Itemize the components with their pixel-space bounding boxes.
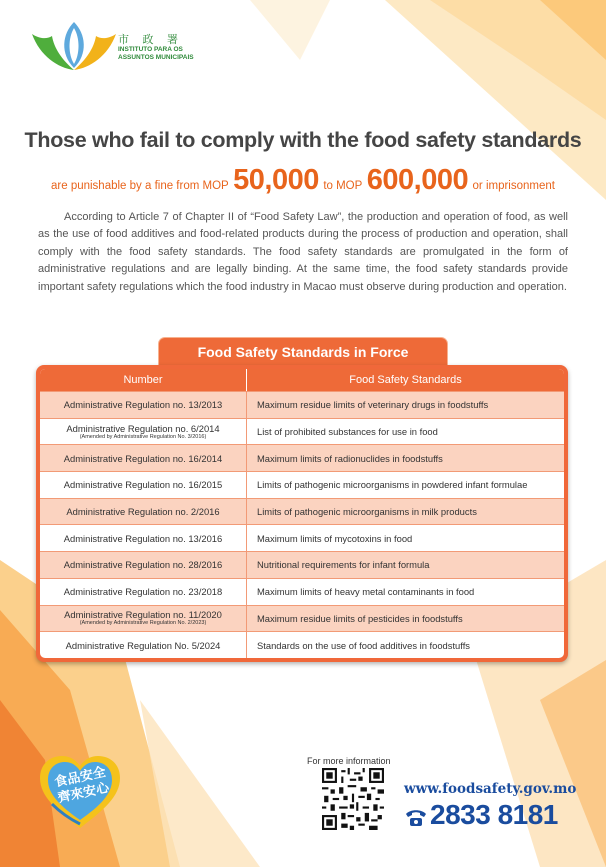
regulation-number: Administrative Regulation No. 5/2024: [65, 639, 221, 651]
regulation-number: Administrative Regulation no. 28/2016: [63, 559, 223, 571]
logo-line2: ASSUNTOS MUNICIPAIS: [118, 54, 194, 61]
fine-middle: to MOP: [323, 180, 363, 192]
fine-min: 50,000: [233, 164, 319, 196]
standards-table: [36, 365, 568, 662]
more-info-label: For more information: [307, 756, 391, 766]
standard-name: Limits of pathogenic microorganisms in powdered infant formulae: [257, 479, 528, 491]
amendment-note: (Amended by Administrative Regulation No. 3/2016): [79, 433, 207, 440]
heart-text: 食品安全 齊來安心: [53, 764, 111, 807]
qr-code[interactable]: [322, 768, 384, 830]
table-row: [40, 444, 564, 471]
standard-name: Maximum residue limits of veterinary drugs in foodstuffs: [257, 399, 489, 411]
table-row: [40, 631, 564, 658]
phone-icon: [404, 805, 428, 829]
regulation-number: Administrative Regulation no. 13/2013: [63, 399, 223, 411]
regulation-number-cell: [40, 499, 247, 525]
fine-line: [0, 164, 606, 197]
regulation-number-cell: [40, 419, 247, 445]
regulation-number: Administrative Regulation no. 11/2020: [64, 609, 222, 621]
standard-name: Standards on the use of food additives in foodstuffs: [257, 639, 470, 651]
regulation-number-cell: [40, 525, 247, 551]
table-row: [40, 605, 564, 632]
table-row: [40, 524, 564, 551]
standard-name: Maximum limits of mycotoxins in food: [257, 532, 413, 544]
regulation-number: Administrative Regulation no. 13/2016: [63, 532, 223, 544]
standard-name: Maximum residue limits of pesticides in foodstuffs: [257, 612, 463, 624]
website-link[interactable]: www.foodsafety.gov.mo: [404, 781, 577, 797]
standard-name: Maximum limits of heavy metal contaminants in food: [257, 586, 475, 598]
fine-suffix: or imprisonment: [472, 180, 555, 192]
regulation-number-cell: [40, 392, 247, 418]
regulation-number-cell: [40, 472, 247, 498]
table-row: [40, 551, 564, 578]
table-row: [40, 418, 564, 445]
regulation-number-cell: [40, 606, 247, 632]
table-row: [40, 471, 564, 498]
table-row: [40, 498, 564, 525]
regulation-number: Administrative Regulation no. 23/2018: [63, 586, 223, 598]
logo-chinese: 市 政 署: [118, 33, 183, 46]
regulation-number-cell: [40, 445, 247, 471]
header-standard: Food Safety Standards: [349, 374, 462, 386]
regulation-number-cell: [40, 552, 247, 578]
standard-name: Maximum limits of radionuclides in foodstuffs: [257, 452, 443, 464]
standard-name: List of prohibited substances for use in food: [257, 426, 438, 438]
law-paragraph: According to Article 7 of Chapter II of “Food Safety Law”, the production and operation of food, as well as the use of food additives and food-related products during the process of production and operation, shall comply with the food safety standards. The food safety standards are promulgated in the form of administrative regulations and are legally binding. At the same time, the food safety standards provide important safety regulations which the food industry in Macao must observe during production and operation.: [38, 211, 568, 293]
logo-text: [118, 34, 194, 62]
regulation-number: Administrative Regulation no. 16/2015: [63, 479, 223, 491]
fine-prefix: are punishable by a fine from MOP: [51, 180, 229, 192]
table-row: [40, 391, 564, 418]
table-header: [40, 369, 564, 391]
regulation-number-cell: [40, 579, 247, 605]
standard-name: Limits of pathogenic microorganisms in milk products: [257, 506, 477, 518]
regulation-number: Administrative Regulation no. 16/2014: [63, 452, 223, 464]
regulation-number: Administrative Regulation no. 2/2016: [66, 506, 220, 518]
table-body: [40, 391, 564, 658]
table-title: Food Safety Standards in Force: [159, 338, 447, 366]
table-row: [40, 578, 564, 605]
regulation-number-cell: [40, 632, 247, 658]
page-title: Those who fail to comply with the food safety standards: [24, 128, 582, 152]
phone-number[interactable]: 2833 8181: [430, 799, 558, 830]
logo-line1: INSTITUTO PARA OS: [118, 46, 183, 53]
header-number: Number: [40, 369, 247, 391]
amendment-note: (Amended by Administrative Regulation No. 2/2023): [79, 620, 207, 627]
standard-name: Nutritional requirements for infant formula: [257, 559, 430, 571]
regulation-number: Administrative Regulation no. 6/2014: [66, 422, 220, 434]
fine-max: 600,000: [366, 164, 469, 196]
